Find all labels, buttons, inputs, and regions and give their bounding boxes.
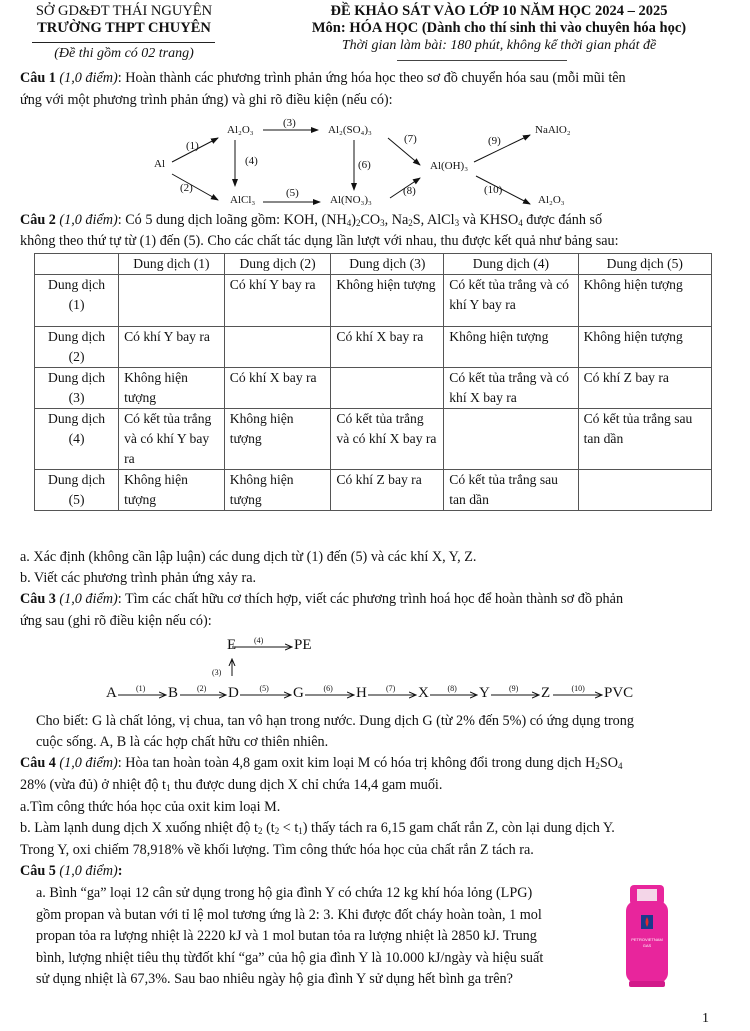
- chain-node-d: D: [228, 685, 239, 701]
- q4-b1-mid: (t: [262, 820, 275, 836]
- row-header: Dung dịch (4): [35, 409, 119, 470]
- step-10: (10): [484, 184, 503, 196]
- cylinder-valve: [637, 889, 657, 901]
- table-cell: Không hiện tượng: [119, 470, 225, 511]
- chain-step-label: (1): [136, 684, 146, 693]
- header-divider: [32, 42, 215, 43]
- table-cell: Không hiện tượng: [444, 327, 578, 368]
- q3-text: : Tìm các chất hữu cơ thích hợp, viết các phương trình hoá học để hoàn thành sơ đồ phản: [117, 591, 624, 607]
- table-cell: [224, 327, 331, 368]
- table-cell: Không hiện tượng: [224, 409, 331, 470]
- q4-b1-text: b. Làm lạnh dung dịch X xuống nhiệt độ t: [20, 820, 259, 836]
- table-cell: Có kết tủa trắng và có khí X bay ra: [444, 368, 578, 409]
- table-cell: [444, 409, 578, 470]
- node-e: E: [227, 637, 237, 653]
- node-al: Al: [154, 158, 165, 170]
- q4-b1-mid2: < t: [279, 820, 299, 836]
- q1-points: (1,0 điểm): [59, 70, 118, 86]
- exam-title: ĐỀ KHẢO SÁT VÀO LỚP 10 NĂM HỌC 2024 – 2025: [330, 3, 668, 19]
- chain-step-label: (2): [197, 684, 207, 693]
- pages-note: (Đề thi gồm có 02 trang): [54, 46, 194, 61]
- q5-line: bình, lượng nhiệt tiêu thụ từđốt khí “ga” của hộ gia đình Y là 10.000 kJ/ngày và hiệu suất: [36, 949, 544, 966]
- q3-note1: Cho biết: G là chất lỏng, vị chua, tan vô hạn trong nước. Dung dịch G (từ 2% đến 5%) có ứng dụng trong: [36, 713, 634, 729]
- time-note: Thời gian làm bài: 180 phút, không kể thời gian phát đề: [341, 38, 657, 53]
- header-cell: Dung dịch (1): [119, 254, 225, 275]
- chain-node-pvc: PVC: [604, 685, 634, 701]
- chain-step-label: (5): [259, 684, 269, 693]
- table-cell: [331, 368, 444, 409]
- time-divider: [397, 60, 567, 61]
- q4-label: Câu 4: [20, 755, 56, 771]
- table-row: [35, 327, 712, 368]
- table-cell: Có kết tủa trắng và có khí X bay ra: [331, 409, 444, 470]
- q2-text-f: và KHSO: [459, 212, 519, 228]
- table-row: [35, 368, 712, 409]
- table-cell: Không hiện tượng: [119, 368, 225, 409]
- q5-line: sử dụng nhiệt là 67,3%. Sau bao nhiêu ngày hộ gia đình Y sử dụng hết bình ga trên?: [36, 971, 513, 987]
- q1-arrows: [0, 110, 750, 210]
- table-cell: Có kết tủa trắng sau tan dần: [444, 470, 578, 511]
- node-pe: PE: [294, 637, 312, 653]
- q2-part-a: a. Xác định (không cần lập luận) các dung dịch từ (1) đến (5) và các khí X, Y, Z.: [20, 549, 477, 565]
- table-cell: [119, 275, 225, 327]
- chain-node-h: H: [356, 685, 367, 701]
- table-cell: Không hiện tượng: [578, 327, 711, 368]
- step-3: (3): [283, 117, 296, 129]
- q5-points: (1,0 điểm): [59, 863, 118, 879]
- chain-step-label: (8): [447, 684, 457, 693]
- q1-text: : Hoàn thành các phương trình phản ứng hóa học theo sơ đồ chuyển hóa sau (mỗi mũi tên: [117, 70, 626, 86]
- q3-label: Câu 3: [20, 591, 56, 607]
- node-al2so43: Al₂(SO₄)₃: [328, 124, 372, 136]
- dept-name: SỞ GD&ĐT THÁI NGUYÊN: [35, 3, 213, 19]
- school-name: TRƯỜNG THPT CHUYÊN: [37, 20, 211, 36]
- q3-line2: ứng sau (ghi rõ điều kiện nếu có):: [20, 613, 212, 629]
- table-cell: [578, 470, 711, 511]
- q2-part-b: b. Viết các phương trình phản ứng xảy ra.: [20, 570, 257, 586]
- q5-label: Câu 5: [20, 863, 56, 879]
- cylinder-label: PETROVIETNAM: [631, 937, 663, 942]
- table-row: [35, 470, 712, 511]
- q3-note2: cuộc sống. A, B là các hợp chất hữu cơ thiên nhiên.: [36, 734, 329, 750]
- q2-text-c: CO: [360, 212, 381, 228]
- node-al2o3-b: Al₂O₃: [538, 194, 565, 206]
- q5-line: gồm propan và butan với tỉ lệ mol tương ứng là 2: 3. Khi được đốt cháy hoàn toàn, 1 mol: [36, 906, 542, 923]
- step-e-pe: (4): [254, 636, 264, 645]
- q4-text-1: : Hòa tan hoàn toàn 4,8 gam oxit kim loại M có hóa trị không đổi trong dung dịch H: [117, 755, 596, 771]
- q2-text-d: , Na: [384, 212, 409, 228]
- node-al2o3: Al₂O₃: [227, 124, 254, 136]
- node-alno33: Al(NO₃)₃: [330, 194, 372, 206]
- arrow-9: [474, 135, 530, 162]
- q4-part-b1: b. Làm lạnh dung dịch X xuống nhiệt độ $t_2$ $(t_2 < t_1)$ thấy tách ra 6,15 gam chất rắn Z, còn lại dung dịch Y.: [20, 820, 615, 836]
- row-header: Dung dịch (1): [35, 275, 119, 327]
- table-cell: Có kết tủa trắng và có khí Y bay ra: [444, 275, 578, 327]
- node-alcl3: AlCl₃: [230, 194, 256, 206]
- chain-node-z: Z: [541, 685, 551, 701]
- arrow-2: [172, 174, 218, 200]
- chain-node-a: A: [106, 685, 117, 701]
- cylinder-body: [626, 901, 668, 983]
- q2-text-e: S, AlCl: [412, 212, 455, 228]
- q2-text-a: : Có 5 dung dịch loãng gồm: KOH, (NH: [117, 212, 347, 228]
- row-header: Dung dịch (2): [35, 327, 119, 368]
- node-aloh3: Al(OH)₃: [430, 160, 469, 172]
- q1-line2: ứng với một phương trình phản ứng) và ghi rõ điều kiện (nếu có):: [20, 92, 393, 108]
- step-8: (8): [403, 185, 416, 197]
- q4-line1: Câu 4 (1,0 điểm): Hòa tan hoàn toàn 4,8 gam oxit kim loại M có hóa trị không đổi trong dung dịch $H_2SO_4$: [20, 755, 623, 771]
- header-cell: Dung dịch (5): [578, 254, 711, 275]
- header-cell: Dung dịch (4): [444, 254, 578, 275]
- chain-node-b: B: [168, 685, 179, 701]
- q4-part-b2: Trong Y, oxi chiếm 78,918% về khối lượng. Tìm công thức hóa học của chất rắn Z tách ra.: [20, 842, 534, 858]
- q5-line: a. Bình “ga” loại 12 cân sử dụng trong hộ gia đình Y có chứa 12 kg khí hóa lỏng (LPG): [36, 885, 533, 901]
- page-number: 1: [702, 1011, 709, 1026]
- header-cell: Dung dịch (2): [224, 254, 331, 275]
- table-row: [35, 409, 712, 470]
- step-d-e: (3): [212, 668, 222, 677]
- q1-line1: [20, 68, 732, 88]
- chain-node-g: G: [293, 685, 304, 701]
- header-cell: [35, 254, 119, 275]
- table-cell: Không hiện tượng: [578, 275, 711, 327]
- q3-line1: [20, 589, 732, 609]
- step-7: (7): [404, 133, 417, 145]
- step-6: (6): [358, 159, 371, 171]
- step-5: (5): [286, 187, 299, 199]
- q2-line2: không theo thứ tự từ (1) đến (5). Cho các chất tác dụng lần lượt với nhau, thu được kết quả như bảng sau:: [20, 233, 619, 249]
- q2-label: Câu 2: [20, 212, 56, 228]
- node-naalo2: NaAlO₂: [535, 124, 571, 136]
- table-cell: Có kết tủa trắng và có khí Y bay ra: [119, 409, 225, 470]
- subject-line: Môn: HÓA HỌC (Dành cho thí sinh thi vào chuyên hóa học): [311, 20, 687, 36]
- chain-step-label: (10): [571, 684, 585, 693]
- table-row: [35, 275, 712, 327]
- chain-node-y: Y: [479, 685, 490, 701]
- step-9: (9): [488, 135, 501, 147]
- step-2: (2): [180, 182, 193, 194]
- chain-step-label: (9): [509, 684, 519, 693]
- table-cell: Có khí Z bay ra: [578, 368, 711, 409]
- q2-line1: Câu 2 (1,0 điểm): Có 5 dung dịch loãng gồm: KOH, $(NH_4)_2CO_3$, $Na_2S$, AlCl$_3$ và $KHSO_4$ được đánh số: [20, 212, 603, 228]
- q4-b1-tail: ) thấy tách ra 6,15 gam chất rắn Z, còn lại dung dịch Y.: [302, 820, 615, 836]
- row-header: Dung dịch (5): [35, 470, 119, 511]
- table-header-row: [35, 254, 712, 275]
- gas-cylinder-image: [625, 885, 669, 989]
- q4-points: (1,0 điểm): [59, 755, 118, 771]
- q5-line: propan tỏa ra lượng nhiệt là 2220 kJ và 1 mol butan tỏa ra lượng nhiệt là 2850 kJ. Trung: [36, 928, 537, 944]
- table-cell: Có khí Z bay ra: [331, 470, 444, 511]
- q4-text-2b: thu được dung dịch X chỉ chứa 14,4 gam muối.: [170, 777, 443, 793]
- q5-heading: [20, 861, 732, 881]
- q4-part-a: a.Tìm công thức hóa học của oxit kim loại M.: [20, 799, 281, 815]
- cylinder-base: [629, 981, 665, 987]
- q3-points: (1,0 điểm): [59, 591, 118, 607]
- step-4: (4): [245, 155, 258, 167]
- chain-step-label: (7): [386, 684, 396, 693]
- q2-points: (1,0 điểm): [59, 212, 118, 228]
- table-cell: Có khí X bay ra: [224, 368, 331, 409]
- table-cell: Không hiện tượng: [224, 470, 331, 511]
- table-cell: Có khí Y bay ra: [119, 327, 225, 368]
- q1-label: Câu 1: [20, 70, 56, 86]
- svg-text:GAS: GAS: [642, 943, 652, 948]
- step-1: (1): [186, 140, 199, 152]
- table-cell: Có kết tủa trắng sau tan dần: [578, 409, 711, 470]
- table-cell: Có khí Y bay ra: [224, 275, 331, 327]
- q2-text-b: ): [351, 212, 356, 228]
- q4-text-2: 28% (vừa đủ) ở nhiệt độ t: [20, 777, 167, 793]
- row-header: Dung dịch (3): [35, 368, 119, 409]
- q5-colon: :: [117, 863, 123, 879]
- chain-node-x: X: [418, 685, 429, 701]
- q4-line2: 28% (vừa đủ) ở nhiệt độ $t_1$ thu được dung dịch X chỉ chứa 14,4 gam muối.: [20, 777, 443, 793]
- header-cell: Dung dịch (3): [331, 254, 444, 275]
- table-cell: Không hiện tượng: [331, 275, 444, 327]
- chain-step-label: (6): [323, 684, 333, 693]
- q4-text-1b: SO: [599, 755, 618, 771]
- reaction-table: [34, 253, 712, 511]
- table-cell: Có khí X bay ra: [331, 327, 444, 368]
- q2-text-g: được đánh số: [522, 212, 603, 228]
